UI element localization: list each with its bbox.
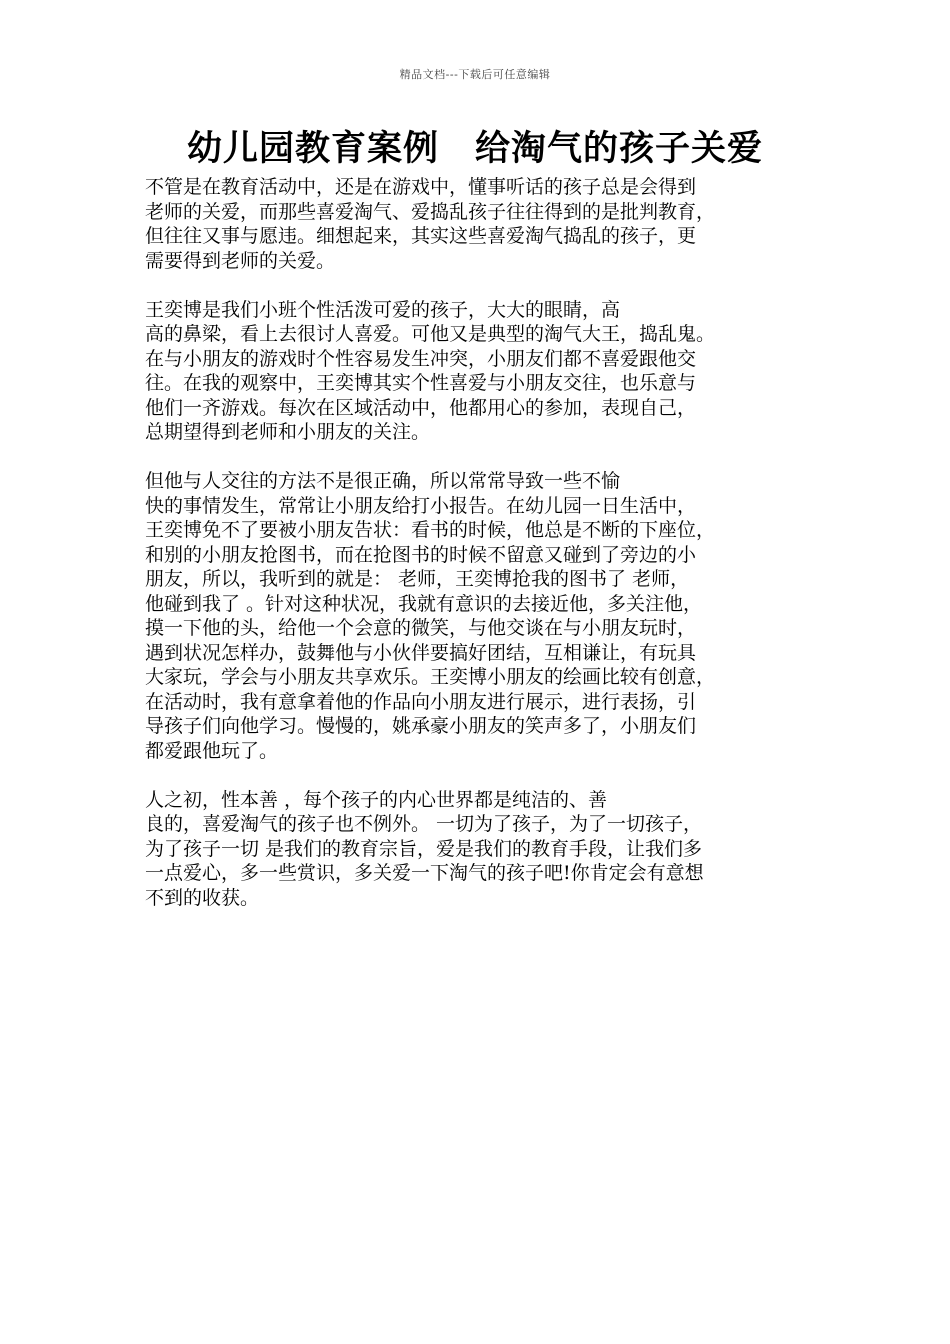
page-header-note: 精品文档---下载后可任意编辑	[399, 68, 551, 81]
document-title	[0, 128, 950, 170]
title-subtitle: 给淘气的孩子关爱	[475, 128, 764, 169]
paragraph-child-description: 王奕博是我们小班个性活泼可爱的孩子，大大的眼睛，高 高的鼻梁，看上去很讨人喜爱。可他又是典型的淘气大王，捣乱鬼。 在与小朋友的游戏时个性容易发生冲突，小朋友们都不喜爱跟他交 往。在我的观察中，王奕博其实个性喜爱与小朋友交往，也乐意与 他们一齐游戏。每次在区域活动中，他都用心的参加，表现自己， 总期望得到老师和小朋友的关注。	[145, 298, 716, 443]
document-body	[145, 175, 825, 910]
paragraph-conclusion: 人之初，性本善 ，每个孩子的内心世界都是纯洁的、善 良的，喜爱淘气的孩子也不例外。 一切为了孩子，为了一切孩子， 为了孩子一切 是我们的教育宗旨，爱是我们的教育手段，让我们多 一点爱心，多一些赏识，多关爱一下淘气的孩子吧!你肯定会有意想 不到的收获。	[145, 788, 704, 909]
paragraph-intervention: 但他与人交往的方法不是很正确，所以常常导致一些不愉 快的事情发生，常常让小朋友给打小报告。在幼儿园一日生活中， 王奕博免不了要被小朋友告状：看书的时候，他总是不断的下座位， 和别的小朋友抢图书，而在抢图书的时候不留意又碰到了旁边的小 朋友，所以，我听到的就是： 老师，王奕博抢我的图书了 老师， 他碰到我了 。针对这种状况，我就有意识的去接近他，多关注他， 摸一下他的头，给他一个会意的微笑，与他交谈在与小朋友玩时， 遇到状况怎样办，鼓舞他与小伙伴要搞好团结，互相谦让，有玩具 大家玩，学会与小朋友共享欢乐。王奕博小朋友的绘画比较有创意， 在活动时，我有意拿着他的作品向小朋友进行展示，进行表扬，引 导孩子们向他学习。慢慢的，姚承豪小朋友的笑声多了，小朋友们 都爱跟他玩了。	[145, 470, 716, 762]
title-main: 幼儿园教育案例	[186, 128, 439, 169]
paragraph-intro: 不管是在教育活动中，还是在游戏中，懂事听话的孩子总是会得到 老师的关爱，而那些喜爱淘气、爱捣乱孩子往往得到的是批判教育， 但往往又事与愿违。细想起来，其实这些喜爱淘气捣乱的孩子，更 需要得到老师的关爱。	[145, 176, 716, 272]
